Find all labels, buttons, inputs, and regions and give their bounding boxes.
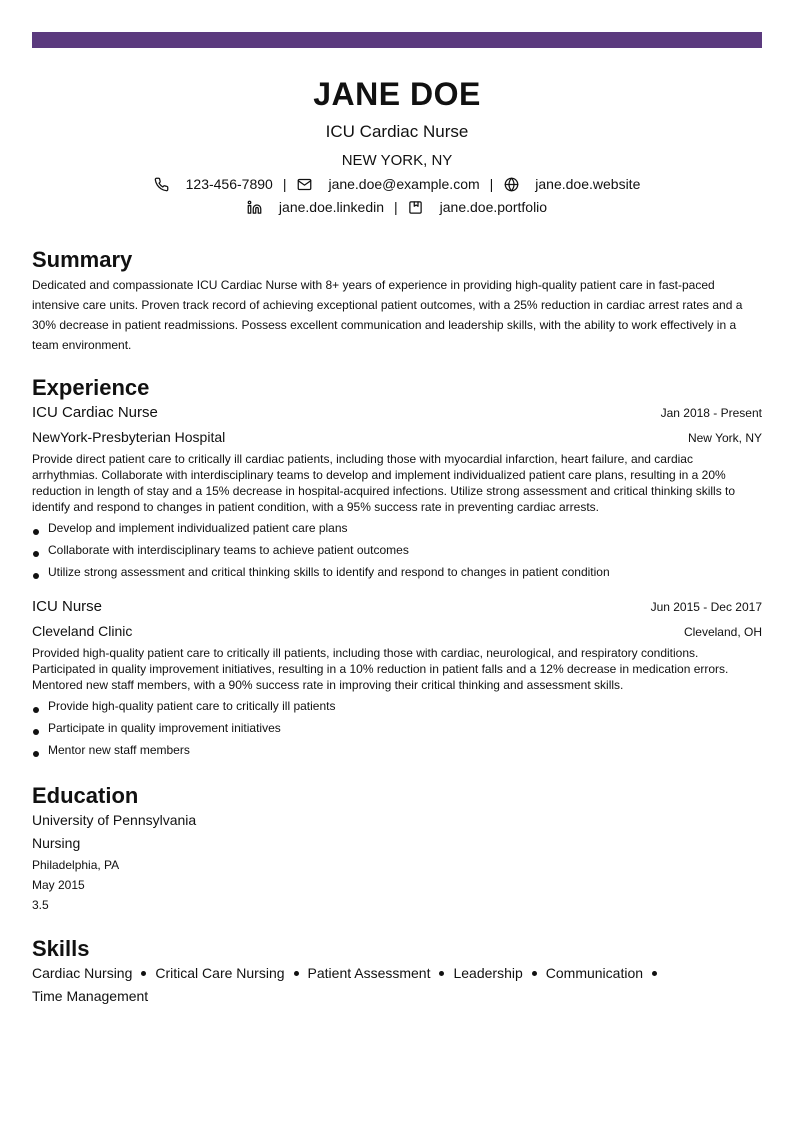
job-organization: Cleveland Clinic <box>32 623 133 639</box>
summary-heading: Summary <box>32 247 133 272</box>
skill-separator <box>532 971 537 976</box>
education-gpa: 3.5 <box>32 898 49 912</box>
email-link[interactable]: jane.doe@example.com <box>328 176 480 192</box>
list-item: Provide high-quality patient care to critically ill patients <box>32 695 762 717</box>
phone-icon <box>154 176 170 192</box>
job-subheader <box>32 621 762 642</box>
portfolio-link[interactable]: jane.doe.portfolio <box>439 199 548 215</box>
skills-heading: Skills <box>32 936 90 961</box>
phone-number[interactable]: 123-456-7890 <box>185 176 273 192</box>
skills-section <box>32 936 762 1008</box>
list-item: Utilize strong assessment and critical thinking skills to identify and respond to changes in patient condition <box>32 561 762 583</box>
skill-item: Critical Care Nursing <box>155 965 285 981</box>
experience-section <box>32 375 762 761</box>
contact-row-primary <box>32 174 762 194</box>
job-description: Provided high-quality patient care to critically ill patients, including those with cardiac, neurological, and respiratory conditions. Participated in quality improvement initiatives, resulting in a 10% reduction in patient falls and a 12% decrease in medication errors. Mentored new staff members, with a 90% success rate in improving their critical thinking and assessment skills. <box>32 646 729 692</box>
contact-separator: | <box>489 176 494 192</box>
experience-heading: Experience <box>32 375 150 400</box>
candidate-title: ICU Cardiac Nurse <box>325 122 469 141</box>
skill-separator <box>141 971 146 976</box>
skill-item: Patient Assessment <box>307 965 431 981</box>
job-dates: Jun 2015 - Dec 2017 <box>650 600 762 614</box>
contact-row-secondary <box>32 197 762 217</box>
summary-section <box>32 247 762 355</box>
education-date: May 2015 <box>32 878 85 892</box>
summary-text: Dedicated and compassionate ICU Cardiac Nurse with 8+ years of experience in providing high-quality patient care in fast-paced intensive care units. Proven track record of achieving exceptional patient outcomes, with a 25% reduction in cardiac arrest rates and a 30% decrease in patient readmissions. Possess excellent communication and leadership skills, with the ability to work effectively in a team environment. <box>32 278 743 352</box>
education-section <box>32 783 762 915</box>
linkedin-link[interactable]: jane.doe.linkedin <box>278 199 385 215</box>
bookmark-icon <box>408 199 424 215</box>
skill-separator <box>652 971 657 976</box>
list-item: Mentor new staff members <box>32 739 762 761</box>
job-location: New York, NY <box>687 431 762 445</box>
job-entry <box>32 597 762 761</box>
job-location: Cleveland, OH <box>683 625 762 639</box>
education-field: Nursing <box>32 835 81 851</box>
job-organization: NewYork-Presbyterian Hospital <box>32 429 226 445</box>
list-item: Collaborate with interdisciplinary teams to achieve patient outcomes <box>32 539 762 561</box>
education-school: University of Pennsylvania <box>32 812 197 828</box>
education-location: Philadelphia, PA <box>32 858 120 872</box>
skills-list <box>32 962 762 1008</box>
job-dates: Jan 2018 - Present <box>660 406 762 420</box>
mail-icon <box>296 176 312 192</box>
website-link[interactable]: jane.doe.website <box>535 176 641 192</box>
contact-separator: | <box>282 176 287 192</box>
skill-separator <box>294 971 299 976</box>
globe-icon <box>503 176 519 192</box>
job-entry <box>32 403 762 583</box>
linkedin-icon <box>247 199 263 215</box>
candidate-name: JANE DOE <box>313 76 481 112</box>
list-item: Develop and implement individualized patient care plans <box>32 517 762 539</box>
resume-header <box>32 75 762 217</box>
job-description: Provide direct patient care to critically ill cardiac patients, including those with myocardial infarction, heart failure, and cardiac arrhythmias. Collaborate with interdisciplinary teams to develop and implement individualized patient care plans, resulting in a 20% reduction in length of stay and a 15% decrease in hospital-acquired infections. Utilize strong assessment and critical thinking skills to identify and respond to changes in patient condition, with a 95% success rate in preventing cardiac arrests. <box>32 452 736 514</box>
education-heading: Education <box>32 783 139 808</box>
skill-separator <box>439 971 444 976</box>
job-role: ICU Cardiac Nurse <box>32 404 158 421</box>
contact-separator: | <box>394 199 398 215</box>
skill-item: Leadership <box>453 965 523 981</box>
skill-item: Cardiac Nursing <box>32 965 133 981</box>
job-header <box>32 403 762 423</box>
list-item: Participate in quality improvement initiatives <box>32 717 762 739</box>
job-bullets <box>32 695 762 761</box>
job-bullets <box>32 517 762 583</box>
resume-page <box>32 32 762 1008</box>
skill-item: Communication <box>545 965 644 981</box>
job-header <box>32 597 762 617</box>
accent-bar <box>32 32 762 48</box>
job-role: ICU Nurse <box>32 598 103 615</box>
skill-item: Time Management <box>32 988 149 1004</box>
candidate-location: NEW YORK, NY <box>341 152 453 169</box>
job-subheader <box>32 427 762 448</box>
